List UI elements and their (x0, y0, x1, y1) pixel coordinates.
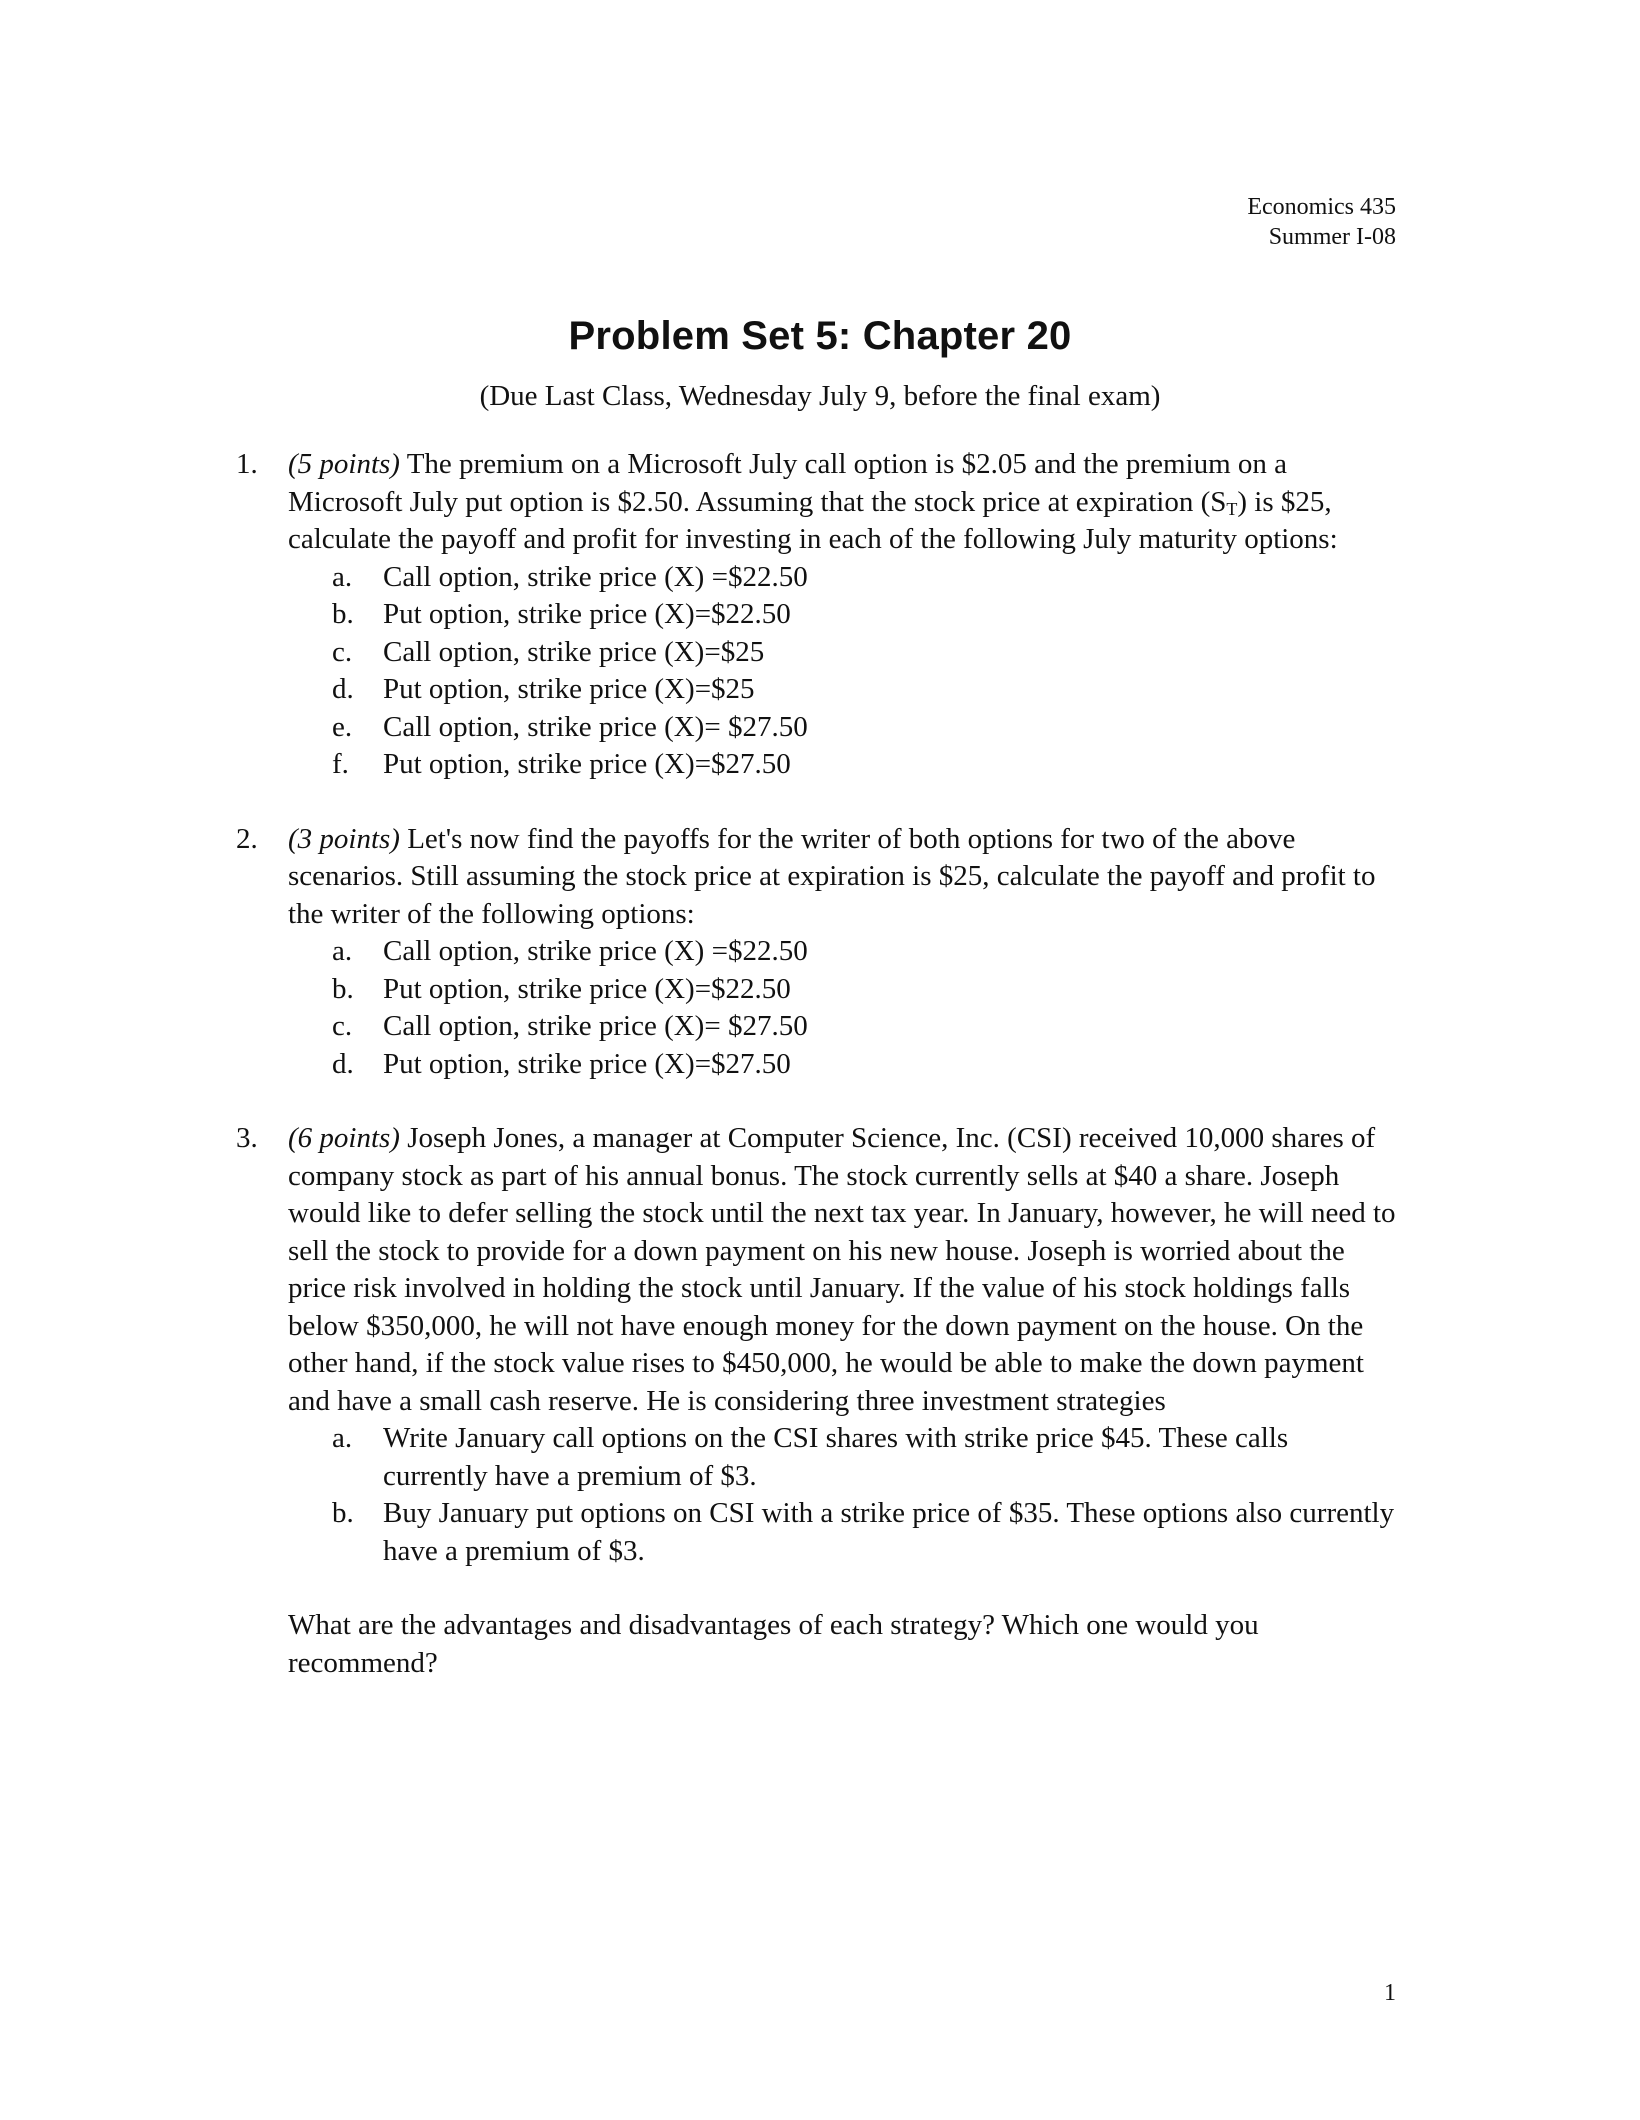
sub-item (288, 746, 1396, 784)
question-text (288, 446, 1396, 559)
sub-item-list (288, 559, 1396, 784)
question-list (236, 446, 1396, 1682)
sub-item-text: Write January call options on the CSI shares with strike price $45. These calls currently have a premium of $3. (383, 1422, 1289, 1492)
course-header (1247, 192, 1396, 252)
question-number: 1. (236, 448, 258, 480)
sub-item (288, 671, 1396, 709)
question-body-part1: The premium on a Microsoft July call option is $2.05 and the premium on a Microsoft July put option is $2.50. Assuming that the stock price at expiration (S (288, 448, 1288, 518)
sub-item-letter: d. (332, 1047, 354, 1080)
question-points: (5 points) (288, 448, 400, 480)
sub-item-letter: b. (332, 598, 354, 630)
page-number: 1 (1384, 1980, 1396, 2006)
sub-item-text: Put option, strike price (X)=$27.50 (383, 1047, 791, 1080)
sub-item (288, 634, 1396, 672)
sub-item (288, 933, 1396, 971)
sub-item (288, 1495, 1396, 1570)
question-body: Let's now find the payoffs for the writer of both options for two of the above scenarios. Still assuming the stock price at expiration is $25, calculate the payoff and profit to the writer of the following options: (288, 822, 1376, 930)
sub-item-text: Put option, strike price (X)=$27.50 (383, 748, 791, 780)
sub-item (288, 971, 1396, 1009)
sub-item-text: Call option, strike price (X)=$25 (383, 635, 765, 668)
sub-item-list (288, 1420, 1396, 1570)
sub-item-letter: b. (332, 1497, 354, 1529)
sub-item-text: Put option, strike price (X)=$25 (383, 673, 755, 705)
question-body: Joseph Jones, a manager at Computer Science, Inc. (CSI) received 10,000 shares of company stock as part of his annual bonus. The stock currently sells at $40 a share. Joseph would like to defer selling the stock until the next tax year. In January, however, he will need to sell the stock to provide for a down payment on his new house. Joseph is worried about the price risk involved in holding the stock until January. If the value of his stock holdings falls below $350,000, he will not have enough money for the down payment on the house. On the other hand, if the stock value rises to $450,000, he would be able to make the down payment and have a small cash reserve. He is considering three investment strategies (288, 1122, 1396, 1417)
sub-item-letter: a. (332, 935, 353, 967)
question-2 (236, 821, 1396, 1084)
sub-item-list (288, 933, 1396, 1083)
question-3 (236, 1120, 1396, 1682)
sub-item-letter: c. (332, 635, 353, 668)
question-points: (6 points) (288, 1122, 400, 1154)
question-points: (3 points) (288, 822, 400, 855)
sub-item-letter: a. (332, 1422, 353, 1454)
question-number: 3. (236, 1122, 258, 1154)
spacer (236, 784, 1396, 821)
question-text (288, 821, 1396, 934)
sub-item-letter: b. (332, 972, 354, 1005)
course-term: Summer I-08 (1268, 224, 1396, 250)
question-body-part2: ) is $25, calculate the payoff and profit for investing in each of the following July maturity options: (288, 485, 1338, 555)
sub-item-text: Put option, strike price (X)=$22.50 (383, 598, 791, 630)
question-closing: What are the advantages and disadvantages of each strategy? Which one would you recommend? (288, 1609, 1259, 1679)
question-number: 2. (236, 822, 258, 855)
sub-item-text: Put option, strike price (X)=$22.50 (383, 972, 791, 1005)
question-text (288, 1120, 1396, 1420)
sub-item (288, 559, 1396, 597)
sub-item-text: Call option, strike price (X)= $27.50 (383, 710, 808, 743)
sub-item (288, 1008, 1396, 1046)
sub-item (288, 1420, 1396, 1495)
sub-item-letter: d. (332, 673, 354, 705)
sub-item-letter: c. (332, 1010, 353, 1042)
subscript-t: T (1226, 498, 1238, 519)
sub-item-text: Call option, strike price (X) =$22.50 (383, 560, 808, 593)
page-title: Problem Set 5: Chapter 20 (568, 314, 1072, 358)
sub-item (288, 596, 1396, 634)
sub-item-letter: e. (332, 710, 353, 743)
sub-item (288, 709, 1396, 747)
sub-item-letter: f. (332, 748, 349, 780)
spacer (236, 1083, 1396, 1120)
page-subtitle: (Due Last Class, Wednesday July 9, before the final exam) (479, 380, 1161, 412)
sub-item (288, 1046, 1396, 1084)
sub-item-text: Call option, strike price (X) =$22.50 (383, 935, 808, 967)
sub-item-text: Buy January put options on CSI with a strike price of $35. These options also currently have a premium of $3. (383, 1497, 1395, 1567)
course-name: Economics 435 (1247, 194, 1396, 220)
sub-item-text: Call option, strike price (X)= $27.50 (383, 1010, 808, 1042)
sub-item-letter: a. (332, 560, 353, 593)
question-1 (236, 446, 1396, 784)
